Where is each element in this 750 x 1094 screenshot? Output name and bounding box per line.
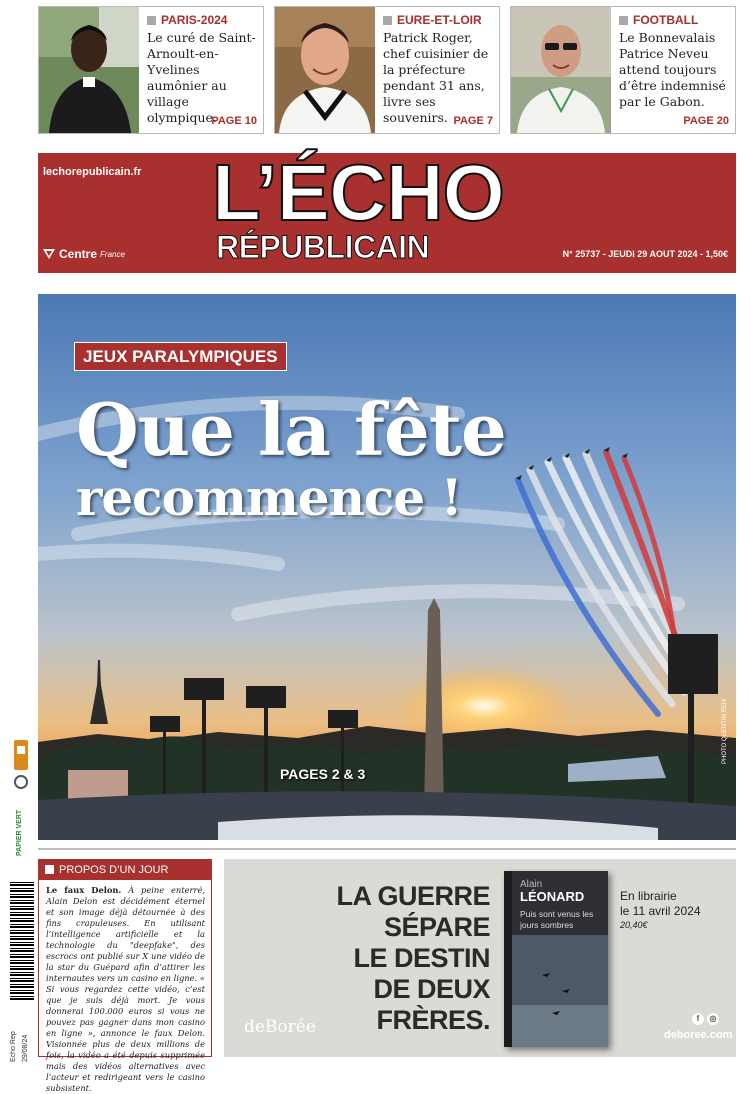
book-title: Puis sont venus les jours sombres	[520, 909, 594, 930]
centre-france-icon	[42, 248, 56, 260]
section-divider	[38, 848, 736, 850]
lead-tag: JEUX PARALYMPIQUES	[74, 342, 287, 371]
teaser-photo-chef	[275, 7, 375, 133]
teaser-football[interactable]	[510, 6, 736, 134]
teaser-photo-coach	[511, 7, 611, 133]
release-info: En librairie le 11 avril 2024	[620, 889, 701, 918]
issue-info: N° 25737 - JEUDI 29 AOUT 2024 - 1,50€	[562, 249, 728, 259]
book-cover-illustration	[512, 935, 608, 1047]
teaser-text: Le Bonnevalais Patrice Neveu attend toujours d’être indemnisé par le Gabon.	[619, 30, 726, 109]
teaser-page-ref[interactable]: PAGE 7	[453, 115, 493, 127]
teaser-kicker: FOOTBALL	[619, 13, 729, 27]
teaser-page-ref[interactable]: PAGE 10	[211, 115, 257, 127]
book-author-last: LÉONARD	[520, 889, 585, 904]
group-logo: Centre France	[42, 247, 125, 261]
book-author-first: Alain	[520, 879, 543, 890]
lead-page-ref[interactable]: PAGES 2 & 3	[280, 766, 366, 782]
barcode	[10, 880, 34, 1000]
facebook-icon[interactable]: f	[692, 1013, 704, 1025]
teaser-photo-priest	[39, 7, 139, 133]
teaser-kicker: PARIS-2024	[147, 13, 257, 27]
paper-label: PAPIER VERT	[16, 809, 23, 856]
column-text: Le faux Delon. À peine enterré, Alain Delon est décidément éternel et son image déjà détournée à des fins crapuleuses. En utilisant l’intelligence artificielle et la technologie du "deepfake", des escrocs ont publié sur X une vidéo de la star du Guépard afin d’attirer les internautes vers un casino en ligne. « Si vous regardez cette vidéo, c’est que je suis déjà mort. Je vous donnerai 100.000 euros si vous ne pouvez pas gagner dans mon casino en ligne », annonce le faux Delon. Visionnée plus de deux millions de fois, la vidéo a été depuis supprimée mais des vidéos alternatives avec l’acteur et redirigeant vers le casino subsistent.	[46, 885, 205, 1093]
lead-photo-concorde	[38, 294, 736, 840]
teaser-paris-2024[interactable]	[38, 6, 264, 134]
ad-website-link[interactable]: deboree.com	[664, 1029, 733, 1041]
recycling-icons	[14, 740, 30, 796]
headline-line-1: Que la fête	[76, 387, 506, 472]
instagram-icon[interactable]: ◎	[707, 1013, 719, 1025]
logo-title: L’ÉCHO	[212, 148, 504, 237]
column-propos-d-un-jour[interactable]	[38, 859, 212, 1093]
column-header: PROPOS D’UN JOUR	[39, 860, 211, 880]
headline-line-2: recommence !	[76, 468, 462, 527]
masthead	[38, 148, 736, 273]
website-link[interactable]: lechorepublicain.fr	[43, 166, 142, 178]
teaser-kicker: EURE-ET-LOIR	[383, 13, 493, 27]
ad-slogan: LA GUERRE SÉPARE LE DESTIN DE DEUX FRÈRES.	[336, 881, 490, 1035]
teaser-page-ref[interactable]: PAGE 20	[683, 115, 729, 127]
photo-credit: PHOTO QUENTIN REIX	[722, 698, 728, 764]
lead-headline[interactable]	[76, 387, 506, 527]
social-links	[692, 1013, 719, 1025]
lead-story[interactable]	[38, 294, 736, 840]
edition-label: Echo Rep	[10, 1031, 17, 1062]
publisher-logo: deBorée	[244, 1017, 316, 1037]
teaser-eure-et-loir[interactable]	[274, 6, 500, 134]
logo-subtitle: RÉPUBLICAIN	[216, 229, 430, 265]
advertisement-book[interactable]	[224, 859, 736, 1057]
teaser-text: Le curé de Saint-Arnoult-en-Yvelines aumônier au village olympique.	[147, 30, 256, 125]
teaser-text: Patrick Roger, chef cuisinier de la préfecture pendant 31 ans, livre ses souvenirs.	[383, 30, 489, 125]
book-price: 20,40€	[620, 920, 648, 930]
book-cover	[504, 871, 608, 1047]
edition-date: 29/08/24	[22, 1034, 29, 1062]
